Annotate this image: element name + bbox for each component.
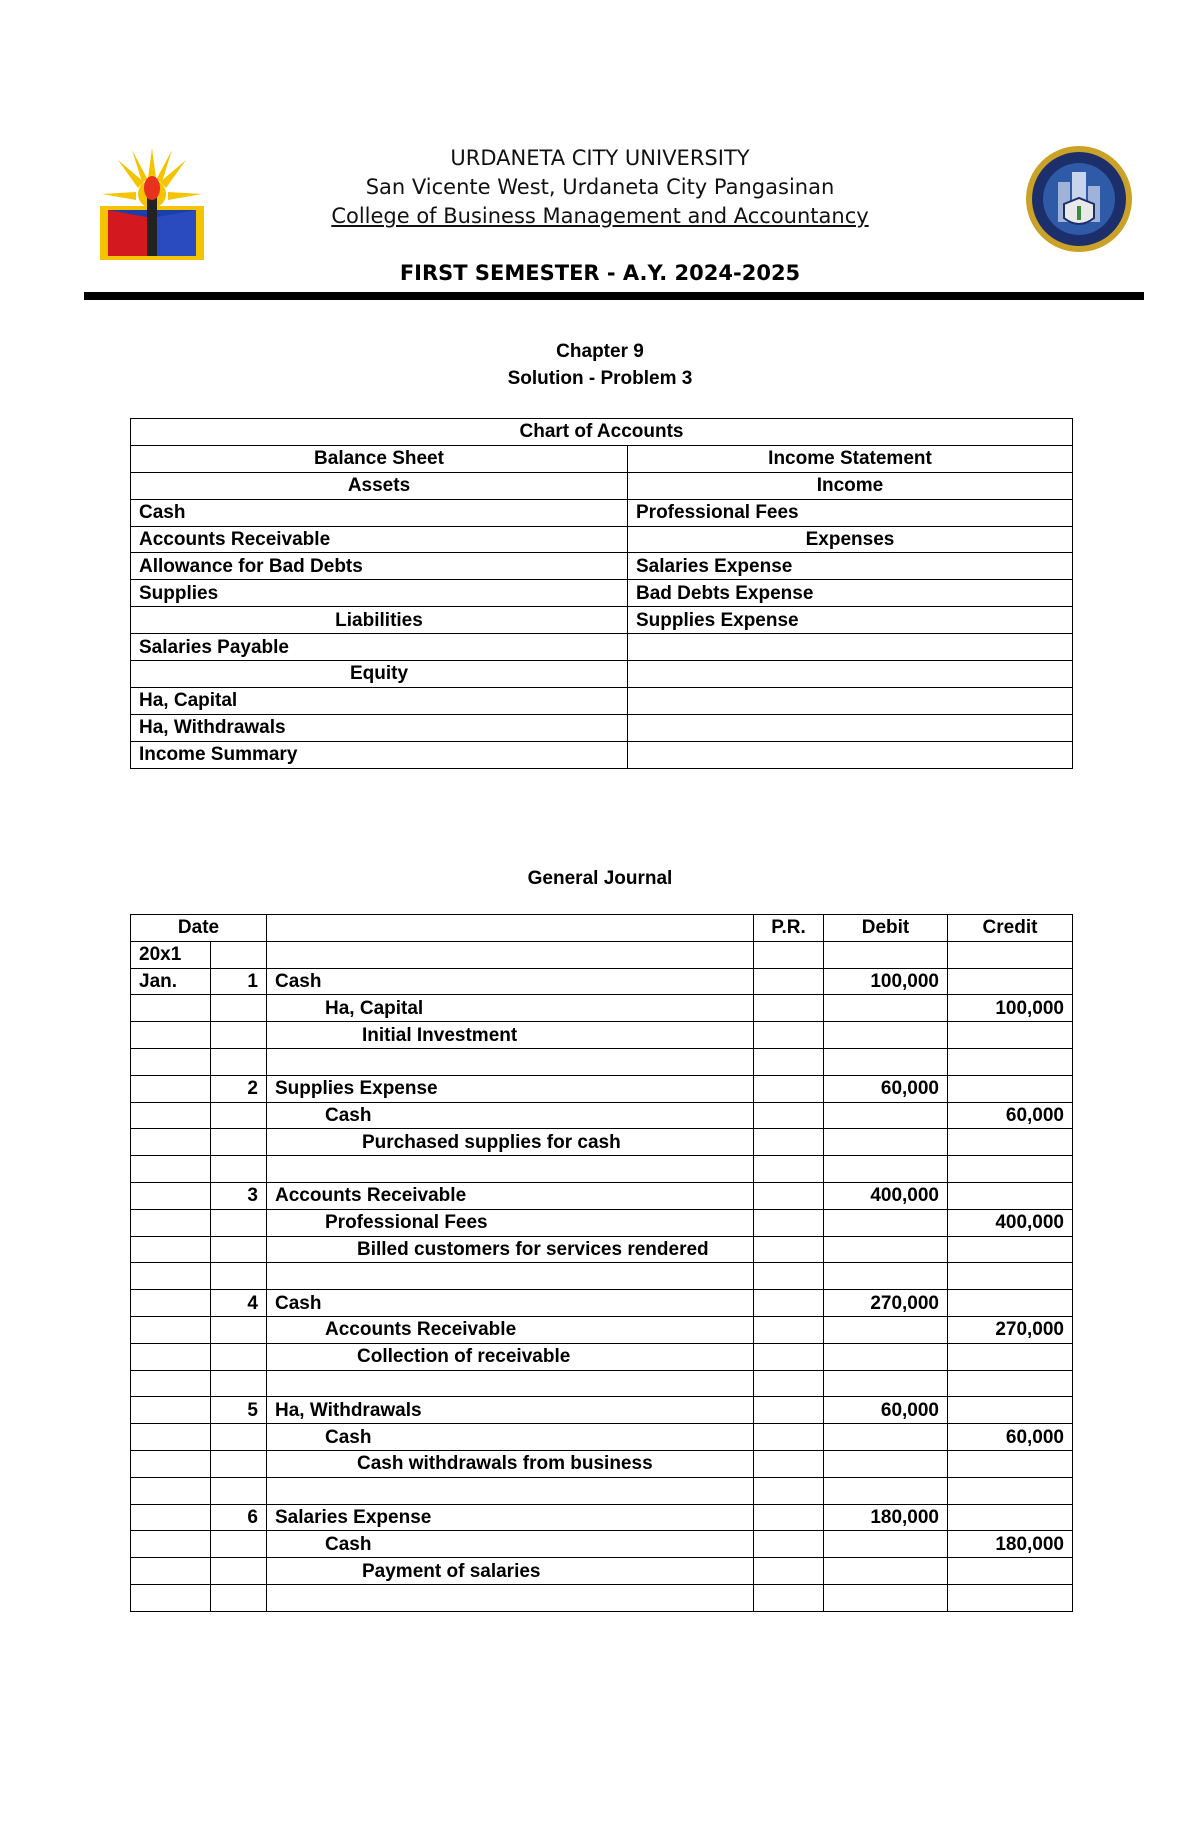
journal-cell — [754, 1290, 824, 1317]
journal-cell — [948, 1290, 1073, 1317]
journal-cell — [754, 1477, 824, 1504]
journal-cell — [131, 1316, 211, 1343]
account-header — [267, 915, 754, 942]
journal-cell — [824, 1531, 948, 1558]
journal-cell — [211, 1370, 267, 1397]
journal-cell — [754, 1504, 824, 1531]
coa-account: Salaries Payable — [131, 634, 628, 661]
journal-cell — [948, 1477, 1073, 1504]
journal-cell — [754, 1236, 824, 1263]
journal-cell — [211, 1424, 267, 1451]
journal-cell — [948, 1504, 1073, 1531]
journal-year-row — [131, 941, 1073, 968]
journal-cell — [948, 1584, 1073, 1611]
credit-amount: 100,000 — [948, 995, 1073, 1022]
journal-cell — [824, 1584, 948, 1611]
journal-cell — [131, 1022, 211, 1049]
journal-cell — [754, 1450, 824, 1477]
coa-account: Accounts Receivable — [131, 526, 628, 553]
university-address: San Vicente West, Urdaneta City Pangasinan — [365, 175, 835, 199]
debit-account: Salaries Expense — [267, 1504, 754, 1531]
credit-account: Accounts Receivable — [267, 1316, 754, 1343]
credit-amount: 60,000 — [948, 1424, 1073, 1451]
journal-cell — [211, 1048, 267, 1075]
journal-cell — [948, 1343, 1073, 1370]
journal-cell — [824, 1424, 948, 1451]
journal-cell — [824, 1477, 948, 1504]
journal-header-row — [131, 915, 1073, 942]
credit-amount: 60,000 — [948, 1102, 1073, 1129]
journal-cell — [131, 1263, 211, 1290]
journal-cell — [824, 1022, 948, 1049]
journal-memo-row — [131, 1022, 1073, 1049]
journal-month: Jan. — [131, 968, 211, 995]
journal-cell — [211, 1531, 267, 1558]
coa-income-heading: Income — [628, 472, 1073, 499]
journal-cell — [754, 1102, 824, 1129]
journal-cell — [131, 1129, 211, 1156]
debit-account: Ha, Withdrawals — [267, 1397, 754, 1424]
journal-cell — [131, 1504, 211, 1531]
journal-cell — [211, 1558, 267, 1585]
journal-cell — [824, 1558, 948, 1585]
coa-empty-cell — [628, 661, 1073, 688]
journal-cell — [131, 1343, 211, 1370]
journal-debit-row — [131, 1182, 1073, 1209]
journal-day: 2 — [211, 1075, 267, 1102]
journal-cell — [211, 1316, 267, 1343]
journal-cell — [131, 995, 211, 1022]
journal-cell — [267, 1156, 754, 1183]
journal-cell — [948, 1370, 1073, 1397]
journal-memo: Billed customers for services rendered — [267, 1236, 754, 1263]
journal-debit-row — [131, 1290, 1073, 1317]
journal-credit-row — [131, 1102, 1073, 1129]
journal-cell — [131, 1236, 211, 1263]
journal-cell — [131, 1558, 211, 1585]
journal-cell — [267, 1370, 754, 1397]
journal-cell — [754, 1370, 824, 1397]
debit-account: Cash — [267, 968, 754, 995]
journal-cell — [754, 1182, 824, 1209]
journal-cell — [131, 1048, 211, 1075]
journal-cell — [824, 1209, 948, 1236]
journal-cell — [824, 1263, 948, 1290]
journal-cell — [754, 1048, 824, 1075]
journal-cell — [948, 1156, 1073, 1183]
journal-cell — [754, 1558, 824, 1585]
journal-cell — [754, 995, 824, 1022]
journal-cell — [131, 1477, 211, 1504]
journal-debit-row — [131, 968, 1073, 995]
journal-memo: Purchased supplies for cash — [267, 1129, 754, 1156]
semester-heading: FIRST SEMESTER - A.Y. 2024-2025 — [399, 261, 801, 285]
credit-header: Credit — [948, 915, 1073, 942]
journal-cell — [824, 1450, 948, 1477]
journal-cell — [824, 1048, 948, 1075]
coa-equity-heading: Equity — [131, 661, 628, 688]
journal-memo: Collection of receivable — [267, 1343, 754, 1370]
credit-amount: 270,000 — [948, 1316, 1073, 1343]
journal-memo: Payment of salaries — [267, 1558, 754, 1585]
journal-cell — [131, 1531, 211, 1558]
solution-title: Solution - Problem 3 — [507, 368, 693, 389]
journal-year: 20x1 — [131, 941, 211, 968]
coa-empty-cell — [628, 687, 1073, 714]
journal-cell — [754, 1209, 824, 1236]
journal-cell — [211, 1263, 267, 1290]
journal-cell — [211, 1209, 267, 1236]
coa-empty-cell — [628, 714, 1073, 741]
credit-account: Cash — [267, 1424, 754, 1451]
coa-account: Supplies — [131, 580, 628, 607]
journal-cell — [754, 941, 824, 968]
journal-cell — [131, 1075, 211, 1102]
journal-day: 1 — [211, 968, 267, 995]
debit-amount: 60,000 — [824, 1397, 948, 1424]
journal-cell — [131, 1370, 211, 1397]
journal-cell — [211, 1156, 267, 1183]
journal-cell — [948, 1450, 1073, 1477]
journal-blank-row — [131, 1048, 1073, 1075]
credit-account: Cash — [267, 1531, 754, 1558]
journal-cell — [131, 1102, 211, 1129]
credit-amount: 180,000 — [948, 1531, 1073, 1558]
journal-cell — [824, 1316, 948, 1343]
coa-account: Ha, Withdrawals — [131, 714, 628, 741]
journal-cell — [211, 995, 267, 1022]
journal-cell — [267, 1477, 754, 1504]
journal-cell — [824, 1236, 948, 1263]
journal-day: 5 — [211, 1397, 267, 1424]
university-name: URDANETA CITY UNIVERSITY — [450, 146, 750, 170]
coa-liabilities-heading: Liabilities — [131, 607, 628, 634]
journal-cell — [754, 1156, 824, 1183]
journal-cell — [267, 1263, 754, 1290]
coa-account: Professional Fees — [628, 499, 1073, 526]
journal-blank-row — [131, 1584, 1073, 1611]
journal-cell — [131, 1156, 211, 1183]
journal-memo-row — [131, 1236, 1073, 1263]
credit-amount: 400,000 — [948, 1209, 1073, 1236]
journal-cell — [754, 1424, 824, 1451]
college-name: College of Business Management and Accountancy — [331, 204, 869, 228]
debit-amount: 400,000 — [824, 1182, 948, 1209]
debit-account: Supplies Expense — [267, 1075, 754, 1102]
journal-cell — [211, 941, 267, 968]
journal-cell — [948, 968, 1073, 995]
journal-cell — [754, 1263, 824, 1290]
journal-cell — [131, 1397, 211, 1424]
debit-account: Cash — [267, 1290, 754, 1317]
journal-credit-row — [131, 995, 1073, 1022]
journal-cell — [211, 1450, 267, 1477]
journal-debit-row — [131, 1504, 1073, 1531]
journal-cell — [948, 1397, 1073, 1424]
pr-header: P.R. — [754, 915, 824, 942]
coa-account: Bad Debts Expense — [628, 580, 1073, 607]
journal-day: 6 — [211, 1504, 267, 1531]
coa-expenses-heading: Expenses — [628, 526, 1073, 553]
coa-assets-heading: Assets — [131, 472, 628, 499]
debit-amount: 270,000 — [824, 1290, 948, 1317]
chart-of-accounts-table — [130, 418, 1073, 769]
coa-title: Chart of Accounts — [131, 419, 1073, 446]
general-journal-table — [130, 914, 1073, 1612]
journal-blank-row — [131, 1156, 1073, 1183]
journal-credit-row — [131, 1316, 1073, 1343]
journal-cell — [211, 1129, 267, 1156]
general-journal-title: General Journal — [527, 868, 673, 889]
journal-debit-row — [131, 1397, 1073, 1424]
journal-memo: Initial Investment — [267, 1022, 754, 1049]
journal-cell — [754, 1584, 824, 1611]
journal-cell — [131, 1209, 211, 1236]
journal-cell — [948, 941, 1073, 968]
journal-cell — [824, 995, 948, 1022]
journal-memo: Cash withdrawals from business — [267, 1450, 754, 1477]
journal-cell — [211, 1477, 267, 1504]
journal-cell — [131, 1290, 211, 1317]
journal-memo-row — [131, 1343, 1073, 1370]
journal-cell — [754, 1316, 824, 1343]
coa-account: Salaries Expense — [628, 553, 1073, 580]
journal-blank-row — [131, 1370, 1073, 1397]
journal-day: 3 — [211, 1182, 267, 1209]
journal-blank-row — [131, 1477, 1073, 1504]
journal-cell — [267, 1584, 754, 1611]
date-header: Date — [131, 915, 267, 942]
journal-cell — [131, 1584, 211, 1611]
journal-debit-row — [131, 1075, 1073, 1102]
header-divider — [84, 292, 1144, 300]
journal-cell — [948, 1129, 1073, 1156]
journal-cell — [754, 1397, 824, 1424]
debit-account: Accounts Receivable — [267, 1182, 754, 1209]
chapter-title: Chapter 9 — [556, 341, 644, 362]
coa-account: Allowance for Bad Debts — [131, 553, 628, 580]
journal-cell — [948, 1048, 1073, 1075]
journal-cell — [948, 1263, 1073, 1290]
journal-cell — [754, 1531, 824, 1558]
journal-cell — [754, 1075, 824, 1102]
journal-cell — [754, 1343, 824, 1370]
journal-cell — [211, 1584, 267, 1611]
journal-credit-row — [131, 1424, 1073, 1451]
journal-cell — [267, 1048, 754, 1075]
journal-cell — [824, 1129, 948, 1156]
coa-account: Ha, Capital — [131, 687, 628, 714]
coa-balance-sheet-heading: Balance Sheet — [131, 445, 628, 472]
journal-cell — [824, 1343, 948, 1370]
journal-memo-row — [131, 1450, 1073, 1477]
journal-cell — [211, 1343, 267, 1370]
journal-cell — [824, 1370, 948, 1397]
journal-cell — [754, 1022, 824, 1049]
coa-empty-cell — [628, 634, 1073, 661]
coa-account: Cash — [131, 499, 628, 526]
journal-cell — [267, 941, 754, 968]
journal-cell — [131, 1182, 211, 1209]
journal-cell — [211, 1236, 267, 1263]
credit-account: Cash — [267, 1102, 754, 1129]
journal-cell — [131, 1450, 211, 1477]
debit-amount: 180,000 — [824, 1504, 948, 1531]
journal-cell — [824, 1102, 948, 1129]
journal-credit-row — [131, 1531, 1073, 1558]
journal-cell — [948, 1236, 1073, 1263]
journal-cell — [948, 1075, 1073, 1102]
debit-header: Debit — [824, 915, 948, 942]
journal-cell — [211, 1022, 267, 1049]
journal-credit-row — [131, 1209, 1073, 1236]
credit-account: Professional Fees — [267, 1209, 754, 1236]
journal-cell — [131, 1424, 211, 1451]
journal-cell — [754, 968, 824, 995]
coa-income-statement-heading: Income Statement — [628, 445, 1073, 472]
journal-cell — [211, 1102, 267, 1129]
coa-account: Income Summary — [131, 741, 628, 768]
coa-account: Supplies Expense — [628, 607, 1073, 634]
journal-memo-row — [131, 1558, 1073, 1585]
journal-cell — [824, 1156, 948, 1183]
journal-day: 4 — [211, 1290, 267, 1317]
coa-empty-cell — [628, 741, 1073, 768]
credit-account: Ha, Capital — [267, 995, 754, 1022]
journal-memo-row — [131, 1129, 1073, 1156]
journal-cell — [824, 941, 948, 968]
journal-cell — [948, 1022, 1073, 1049]
journal-cell — [754, 1129, 824, 1156]
debit-amount: 60,000 — [824, 1075, 948, 1102]
journal-blank-row — [131, 1263, 1073, 1290]
journal-cell — [948, 1182, 1073, 1209]
debit-amount: 100,000 — [824, 968, 948, 995]
journal-cell — [948, 1558, 1073, 1585]
